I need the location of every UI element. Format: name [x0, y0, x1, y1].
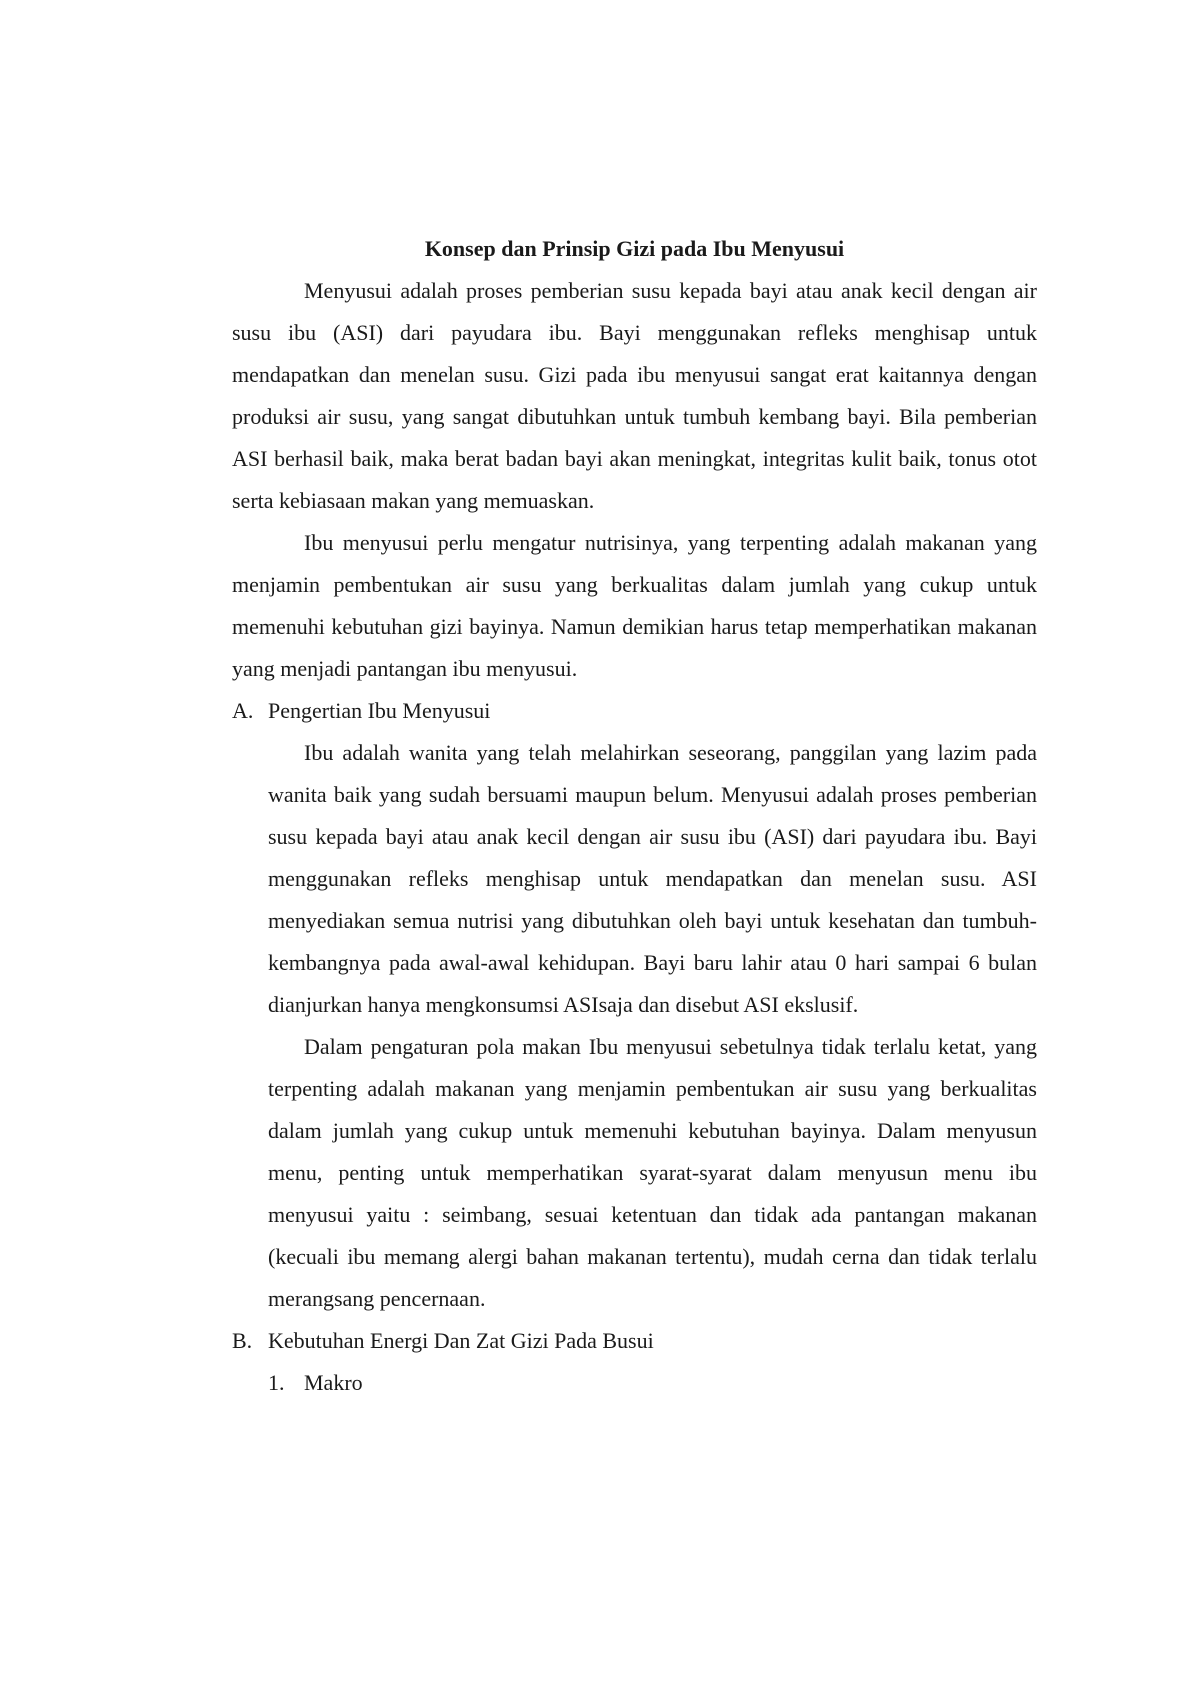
- intro-paragraph-2: Ibu menyusui perlu mengatur nutrisinya, yang terpenting adalah makanan yang menjamin pembentukan air susu yang berkualitas dalam jumlah yang cukup untuk memenuhi kebutuhan gizi bayinya. Namun demikian harus tetap memperhatikan makanan yang menjadi pantangan ibu menyusui.: [232, 530, 1037, 681]
- section-b-item-1: [268, 1362, 1037, 1404]
- section-b-title: Kebutuhan Energi Dan Zat Gizi Pada Busui: [268, 1328, 654, 1353]
- section-a-paragraph-2: Dalam pengaturan pola makan Ibu menyusui sebetulnya tidak terlalu ketat, yang terpenting adalah makanan yang menjamin pembentukan air susu yang berkualitas dalam jumlah yang cukup untuk memenuhi kebutuhan bayinya. Dalam menyusun menu, penting untuk memperhatikan syarat-syarat dalam menyusun menu ibu menyusui yaitu : seimbang, sesuai ketentuan dan tidak ada pantangan makanan (kecuali ibu memang alergi bahan makanan tertentu), mudah cerna dan tidak terlalu merangsang pencernaan.: [268, 1034, 1037, 1311]
- section-a-paragraph-1: Ibu adalah wanita yang telah melahirkan seseorang, panggilan yang lazim pada wanita baik yang sudah bersuami maupun belum. Menyusui adalah proses pemberian susu kepada bayi atau anak kecil dengan air susu ibu (ASI) dari payudara ibu. Bayi menggunakan refleks menghisap untuk mendapatkan dan menelan susu. ASI menyediakan semua nutrisi yang dibutuhkan oleh bayi untuk kesehatan dan tumbuh-kembangnya pada awal-awal kehidupan. Bayi baru lahir atau 0 hari sampai 6 bulan dianjurkan hanya mengkonsumsi ASIsaja dan disebut ASI ekslusif.: [268, 740, 1037, 1017]
- document-title: Konsep dan Prinsip Gizi pada Ibu Menyusui: [424, 236, 845, 261]
- intro-paragraph-1: Menyusui adalah proses pemberian susu kepada bayi atau anak kecil dengan air susu ibu (ASI) dari payudara ibu. Bayi menggunakan refleks menghisap untuk mendapatkan dan menelan susu. Gizi pada ibu menyusui sangat erat kaitannya dengan produksi air susu, yang sangat dibutuhkan untuk tumbuh kembang bayi. Bila pemberian ASI berhasil baik, maka berat badan bayi akan meningkat, integritas kulit baik, tonus otot serta kebiasaan makan yang memuaskan.: [232, 278, 1037, 513]
- section-a-label: A.: [232, 698, 254, 723]
- section-b-label: B.: [232, 1328, 253, 1353]
- section-b-heading: [232, 1320, 1037, 1362]
- section-b-item-1-text: Makro: [304, 1370, 363, 1395]
- section-b-item-1-label: 1.: [268, 1370, 285, 1395]
- section-a-heading: [232, 690, 1037, 732]
- document-body: [232, 228, 1037, 1404]
- section-a-title: Pengertian Ibu Menyusui: [268, 698, 491, 723]
